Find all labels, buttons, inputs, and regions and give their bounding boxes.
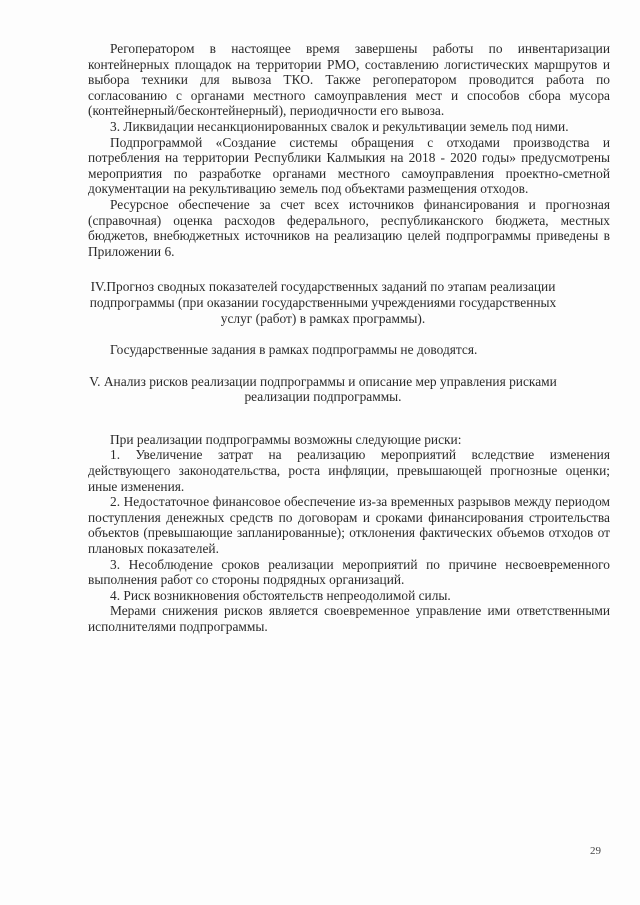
risk-item-4: 4. Риск возникновения обстоятельств непреодолимой силы. [110,587,451,603]
paragraph-resource-provision: Ресурсное обеспечение за счет всех источников финансирования и прогнозная (справочная) оценка расходов федерального, республиканского бюджета, местных бюджетов, внебюджетных источников на реализацию целей подпрограммы приведены в Приложении 6. [88,196,610,259]
paragraph-state-tasks: Государственные задания в рамках подпрограммы не доводятся. [110,342,478,358]
paragraph-dump-liquidation: 3. Ликвидации несанкционированных свалок и рекультивации земель под ними. [110,118,569,134]
paragraph-risk-mitigation: Мерами снижения рисков является своевременное управление ими ответственными исполнителями подпрограммы. [88,603,610,634]
risk-item-2: 2. Недостаточное финансовое обеспечение из-за временных разрывов между периодом поступления денежных средств по договорам и сроками финансирования строительства объектов (превышающие запланированные); отклонения фактических объемов отходов от плановых показателей. [88,494,610,557]
section-heading-v: V. Анализ рисков реализации подпрограммы и описание мер управления рисками реализации подпрограммы. [89,373,557,405]
risk-item-1: 1. Увеличение затрат на реализацию мероприятий вследствие изменения действующего законодательства, роста инфляции, превышающей прогнозные оценки; иные изменения. [88,447,610,494]
page-body [88,41,610,635]
paragraph-subprogram-measures: Подпрограммой «Создание системы обращения с отходами производства и потребления на территории Республики Калмыкия на 2018 - 2020 годы» предусмотрены мероприятия по разработке органами местного самоуправления проектно-сметной документации на рекультивацию земель под объектами размещения отходов. [88,134,610,197]
paragraph-risks-intro: При реализации подпрограммы возможны следующие риски: [110,431,462,447]
page-number: 29 [590,845,601,857]
section-heading-iv: IV.Прогноз сводных показателей государственных заданий по этапам реализации подпрограммы (при оказании государственными учреждениями государственных услуг (работ) в рамках программы). [89,279,557,326]
risk-item-3: 3. Несоблюдение сроков реализации мероприятий по причине несвоевременного выполнения работ со стороны подрядных организаций. [88,556,610,588]
paragraph-inventory: Регоператором в настоящее время завершены работы по инвентаризации контейнерных площадок на территории РМО, составлению логистических маршрутов и выбора техники для вывоза ТКО. Также регоператором проводится работа по согласованию с органами местного самоуправления мест и способов сбора мусора (контейнерный/бесконтейнерный), периодичности его вывоза. [88,41,610,119]
